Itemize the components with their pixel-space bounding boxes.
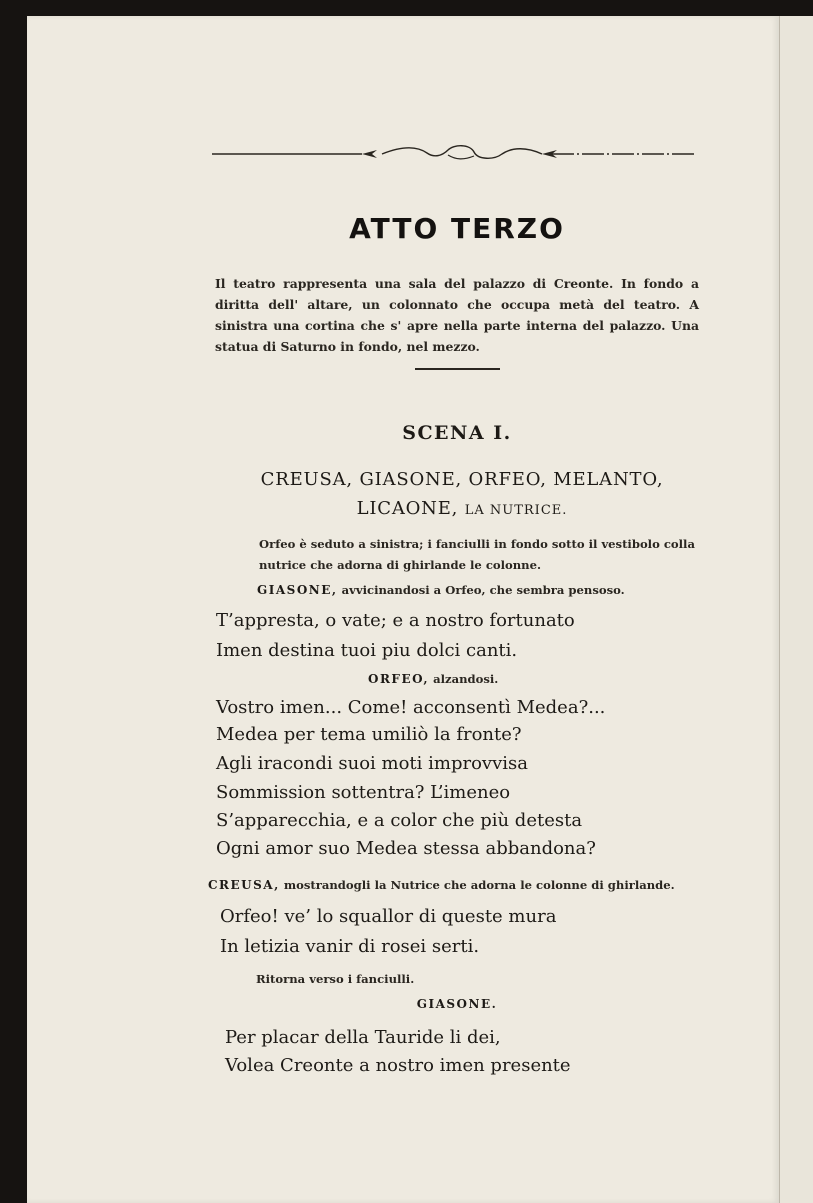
speaker-name: ORFEO, bbox=[368, 672, 430, 686]
speaker-direction: alzandosi. bbox=[433, 672, 499, 686]
speaker-name: GIASONE. bbox=[416, 997, 498, 1011]
verse-line: Ogni amor suo Medea stessa abbandona? bbox=[216, 838, 596, 859]
speaker-line bbox=[257, 583, 625, 597]
verse-line: Imen destina tuoi piu dolci canti. bbox=[216, 640, 518, 661]
section-rule bbox=[415, 368, 500, 370]
verse-line: Per placar della Tauride li dei, bbox=[225, 1027, 501, 1048]
verse-line: T’appresta, o vate; e a nostro fortunato bbox=[216, 610, 575, 631]
ornamental-divider bbox=[212, 144, 697, 162]
speaker-direction: mostrandogli la Nutrice che adorna le colonne di ghirlande. bbox=[283, 878, 675, 892]
cast-list-line-1: CREUSA, GIASONE, ORFEO, MELANTO, bbox=[260, 469, 664, 490]
speaker-direction: avvicinandosi a Orfeo, che sembra pensoso. bbox=[341, 583, 625, 597]
stage-direction: Il teatro rappresenta una sala del palazzo di Creonte. In fondo a diritta dell' altare, un colonnato che occupa metà del teatro. A sinistra una cortina che s' apre nella parte interna del palazzo. Una statua di Saturno in fondo, nel mezzo. bbox=[215, 276, 699, 354]
speaker-line bbox=[368, 672, 498, 686]
verse-line: Volea Creonte a nostro imen presente bbox=[225, 1055, 571, 1076]
adjacent-page-edge bbox=[779, 16, 813, 1203]
verse-line: Orfeo! ve’ lo squallor di queste mura bbox=[220, 906, 557, 927]
verse-line: In letizia vanir di rosei serti. bbox=[220, 936, 480, 957]
cast-names: LICAONE, bbox=[356, 498, 459, 519]
speaker-name: CREUSA, bbox=[208, 878, 280, 892]
verse-line: Sommission sottentra? L’imeneo bbox=[216, 782, 511, 803]
scene-title: SCENA I. bbox=[402, 422, 512, 444]
act-title: ATTO TERZO bbox=[349, 212, 565, 245]
cast-list-line-2 bbox=[27, 498, 813, 519]
verse-line: Medea per tema umiliò la fronte? bbox=[216, 724, 522, 745]
speaker-name: GIASONE, bbox=[257, 583, 338, 597]
verse-line: Agli iracondi suoi moti improvvisa bbox=[216, 753, 528, 774]
book-page bbox=[27, 16, 779, 1203]
cast-nutrice: LA NUTRICE. bbox=[464, 503, 568, 518]
verse-line: S’apparecchia, e a color che più detesta bbox=[216, 810, 583, 831]
scene-direction: Orfeo è seduto a sinistra; i fanciulli in fondo sotto il vestibolo colla nutrice che adorna di ghirlande le colonne. bbox=[259, 537, 695, 572]
exit-direction: Ritorna verso i fanciulli. bbox=[256, 972, 415, 986]
verse-line: Vostro imen... Come! acconsentì Medea?... bbox=[216, 697, 606, 718]
speaker-line bbox=[208, 878, 675, 892]
